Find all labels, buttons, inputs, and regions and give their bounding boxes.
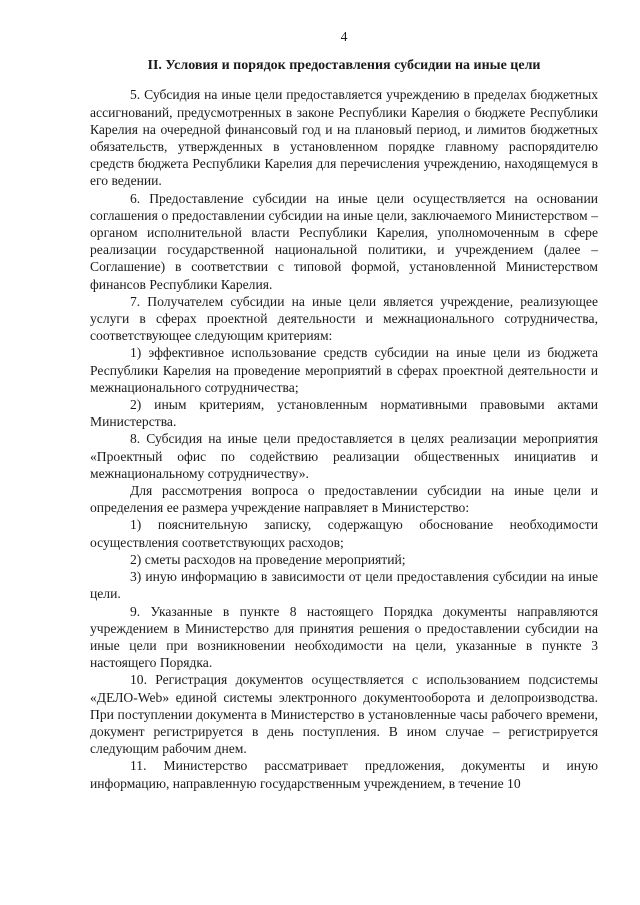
paragraph-8-item-2: 2) сметы расходов на проведение мероприятий; (130, 551, 406, 567)
paragraph-10: 10. Регистрация документов осуществляется с использованием подсистемы «ДЕЛО-Web» единой системы электронного документооборота и делопроизводства. При поступлении документа в Министерство в установленные часы рабочего времени, документ регистрируется в день поступления. В ином случае – регистрируется следующим рабочим днем. (90, 672, 598, 757)
paragraph-5: 5. Субсидия на иные цели предоставляется учреждению в пределах бюджетных ассигнований, предусмотренных в законе Республики Карелия о бюджете Республики Карелия на очередной финансовый год и на плановый период, и лимитов бюджетных обязательств, утвержденных в установленном порядке главному распорядителю средств бюджета Республики Карелия для перечисления учреждению, находящемуся в его ведении. (90, 87, 598, 189)
paragraph-6: 6. Предоставление субсидии на иные цели осуществляется на основании соглашения о предоставлении субсидии на иные цели, заключаемого Министерством – органом исполнительной власти Республики Карелия, уполномоченным в сфере реализации государственной национальной политики, и учреждением (далее – Соглашение) в соответствии с типовой формой, установленной Министерством финансов Республики Карелия. (90, 190, 598, 292)
paragraph-8-item-1: 1) пояснительную записку, содержащую обоснование необходимости осуществления соответствующих расходов; (90, 517, 598, 550)
paragraph-8: 8. Субсидия на иные цели предоставляется в целях реализации мероприятия «Проектный офис по содействию реализации общественных инициатив и межнациональному сотрудничеству». (90, 431, 598, 481)
paragraph-7-item-2: 2) иным критериям, установленным нормативными правовыми актами Министерства. (90, 397, 598, 430)
document-page (90, 28, 598, 792)
paragraph-8-item-3: 3) иную информацию в зависимости от цели предоставления субсидии на иные цели. (90, 569, 598, 602)
paragraph-8-intro: Для рассмотрения вопроса о предоставлении субсидии на иные цели и определения ее размера учреждение направляет в Министерство: (90, 483, 598, 516)
paragraph-9: 9. Указанные в пункте 8 настоящего Порядка документы направляются учреждением в Министерство для принятия решения о предоставлении субсидии на иные цели при возникновении необходимости на цели, указанные в пункте 3 настоящего Порядка. (90, 603, 598, 671)
page-number: 4 (340, 29, 348, 44)
paragraph-7: 7. Получателем субсидии на иные цели является учреждение, реализующее услуги в сферах проектной деятельности и межнационального сотрудничества, соответствующее следующим критериям: (90, 293, 598, 344)
paragraph-11: 11. Министерство рассматривает предложения, документы и иную информацию, направленную государственным учреждением, в течение 10 (90, 758, 598, 791)
section-title: II. Условия и порядок предоставления субсидии на иные цели (147, 58, 541, 74)
paragraph-7-item-1: 1) эффективное использование средств субсидии на иные цели из бюджета Республики Карелия на проведение мероприятий в сферах проектной деятельности и межнационального сотрудничества; (90, 345, 598, 395)
